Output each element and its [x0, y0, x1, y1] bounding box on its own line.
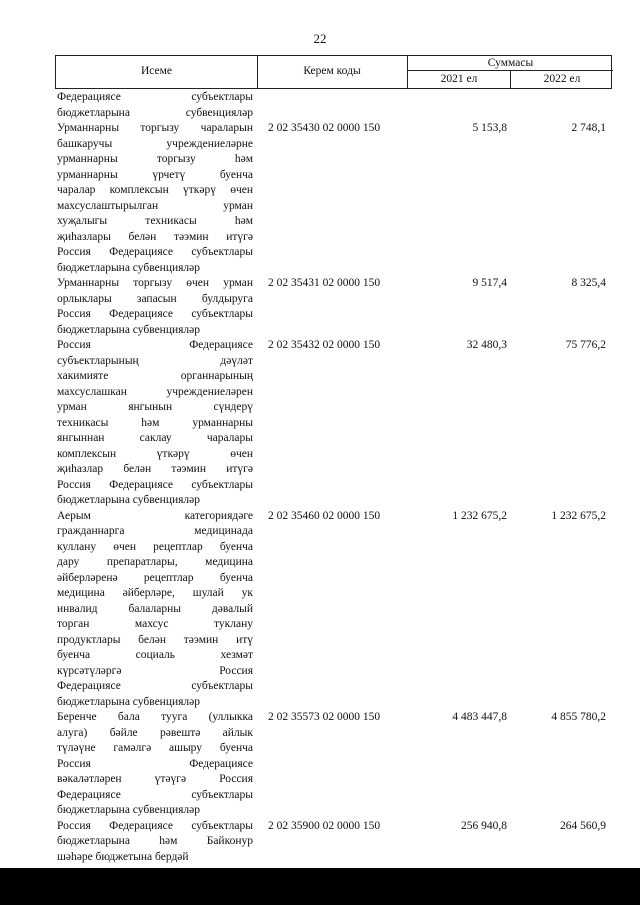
header-year-2021: 2021 ел — [408, 71, 511, 88]
header-name: Исеме — [56, 56, 258, 88]
row-code: 2 02 35430 02 0000 150 — [268, 122, 381, 134]
table-row — [55, 338, 612, 509]
row-name-line: бюджетларына субвенцияләр — [57, 106, 253, 119]
row-value-2022: 2 748,1 — [571, 122, 606, 134]
row-name-line: махсуслашкан учреждениеләрен — [57, 385, 253, 398]
row-name-line: техникасы һәм урманнарны — [57, 416, 253, 429]
row-name-line: бюджетларына субвенцияләр — [57, 261, 201, 274]
row-name — [55, 338, 253, 509]
row-name-line: Аерым категориядәге — [57, 509, 253, 522]
row-value-2022: 8 325,4 — [571, 277, 606, 289]
row-name-line: әйберләренә рецептлар буенча — [57, 571, 253, 584]
row-code: 2 02 35431 02 0000 150 — [268, 277, 381, 289]
row-name-line: Урманнарны торгызу чараларын — [57, 122, 253, 134]
row-name-line: җиһазлар белән тәэмин итүгә — [57, 463, 253, 475]
header-sums: Суммасы — [408, 56, 613, 71]
table-row — [55, 276, 612, 338]
row-name-line: хакимияте органнарының — [57, 370, 253, 382]
header-year-2022: 2022 ел — [543, 73, 581, 85]
row-value-2021: 5 153,8 — [472, 122, 507, 134]
row-name-line: Россия Федерациясе субъектлары — [57, 246, 253, 258]
row-name-line: хуҗалыгы техникасы һәм — [57, 215, 253, 227]
row-name-line: бюджетларына субвенцияләр — [57, 323, 201, 336]
row-name-line: янгыннан саклау чаралары — [57, 432, 253, 444]
row-name-line: бюджетларына субвенцияләр — [57, 695, 201, 708]
row-value-2021: 1 232 675,2 — [452, 509, 507, 522]
row-name-line: шәһәре бюджетына бердәй — [57, 850, 189, 863]
row-name — [55, 121, 253, 276]
row-name-line: урманнарны торгызу һәм — [57, 153, 253, 165]
row-name — [55, 276, 253, 338]
row-name-line: махсуслаштырылган урман — [57, 199, 253, 212]
row-name-line: Россия Федерациясе субъектлары — [57, 308, 253, 320]
row-name-line: продуктлары белән тәэмин итү — [57, 633, 253, 646]
row-name-line: Беренче бала туугa (уллыкка — [57, 711, 253, 723]
row-name-line: Россия Федерациясе субъектлары — [57, 478, 253, 491]
row-name-line: алуга) бәйле рәвештә айлык — [57, 726, 253, 739]
row-name-line: урманнарны үрчетү буенча — [57, 168, 253, 181]
row-name-line: орлыклары запасын булдыруга — [57, 292, 253, 305]
table-body — [55, 90, 612, 865]
row-name-line: бюджетларына һәм Байконур — [57, 835, 253, 847]
row-name — [55, 90, 253, 121]
table-row — [55, 819, 612, 866]
table-header — [55, 55, 612, 89]
row-name-line: чаралар комплексын үткәрү өчен — [57, 184, 253, 196]
table-row — [55, 121, 612, 276]
row-name-line: Федерациясе субъектлары — [57, 680, 253, 692]
row-name-line: бюджетларына субвенцияләр — [57, 494, 201, 506]
continuation-row — [55, 90, 612, 121]
table-row — [55, 710, 612, 819]
row-name-line: Россия Федерациясе — [57, 757, 253, 770]
row-value-2022: 1 232 675,2 — [551, 509, 606, 522]
row-name-line: Федерациясе субъектлары — [57, 788, 253, 801]
row-name-line: торган махсус туклану — [57, 618, 253, 630]
row-name-line: гражданнарга медицинада — [57, 525, 253, 537]
row-value-2021: 9 517,4 — [472, 277, 507, 289]
table-row — [55, 509, 612, 711]
row-code: 2 02 35900 02 0000 150 — [268, 819, 381, 832]
row-name-line: инвалид балаларны дәвалый — [57, 602, 253, 615]
page-number: 22 — [313, 31, 327, 46]
row-name-line: җиһазлары белән тәэмин итүгә — [57, 230, 253, 243]
row-code: 2 02 35460 02 0000 150 — [268, 509, 381, 522]
row-name-line: урман янгынын сүндерү — [57, 401, 253, 413]
budget-table — [55, 55, 612, 865]
row-name-line: түләүне гамәлгә ашыру буенча — [57, 742, 253, 754]
row-name-line: бюджетларына субвенцияләр — [57, 804, 201, 816]
row-value-2021: 32 480,3 — [466, 339, 507, 351]
row-name — [55, 509, 253, 711]
row-name-line: дару препаратлары, медицина — [57, 556, 253, 568]
row-name-line: башкаручы учреждениеләрне — [57, 137, 253, 150]
row-value-2021: 4 483 447,8 — [452, 711, 507, 723]
row-name-line: комплексын үткәрү өчен — [57, 447, 253, 460]
scan-bottom-band — [0, 868, 640, 905]
row-name-line: Россия Федерациясе — [57, 339, 253, 351]
row-name — [55, 710, 253, 819]
row-name-line: куллану өчен рецептлар буенча — [57, 540, 253, 553]
row-value-2022: 264 560,9 — [560, 819, 606, 832]
row-name-line: Урманнарны торгызу өчен урман — [57, 277, 253, 289]
row-name-line: субъектларының дәүләт — [57, 354, 253, 367]
row-name-line: медицина әйберләре, шулай ук — [57, 587, 253, 599]
row-name-line: Россия Федерациясе субъектлары — [57, 819, 253, 832]
row-value-2022: 75 776,2 — [565, 339, 606, 351]
header-code: Керем коды — [257, 56, 408, 88]
row-name-line: Федерациясе субъектлары — [57, 91, 253, 103]
row-name-line: буенча социаль хезмәт — [57, 649, 253, 661]
row-code: 2 02 35432 02 0000 150 — [268, 339, 381, 351]
row-name — [55, 819, 253, 866]
row-name-line: вәкаләтләрен үтәүгә Россия — [57, 773, 253, 785]
row-value-2021: 256 940,8 — [461, 819, 507, 832]
row-code: 2 02 35573 02 0000 150 — [268, 711, 381, 723]
row-value-2022: 4 855 780,2 — [551, 711, 606, 723]
row-name-line: күрсәтүләргә Россия — [57, 664, 253, 677]
